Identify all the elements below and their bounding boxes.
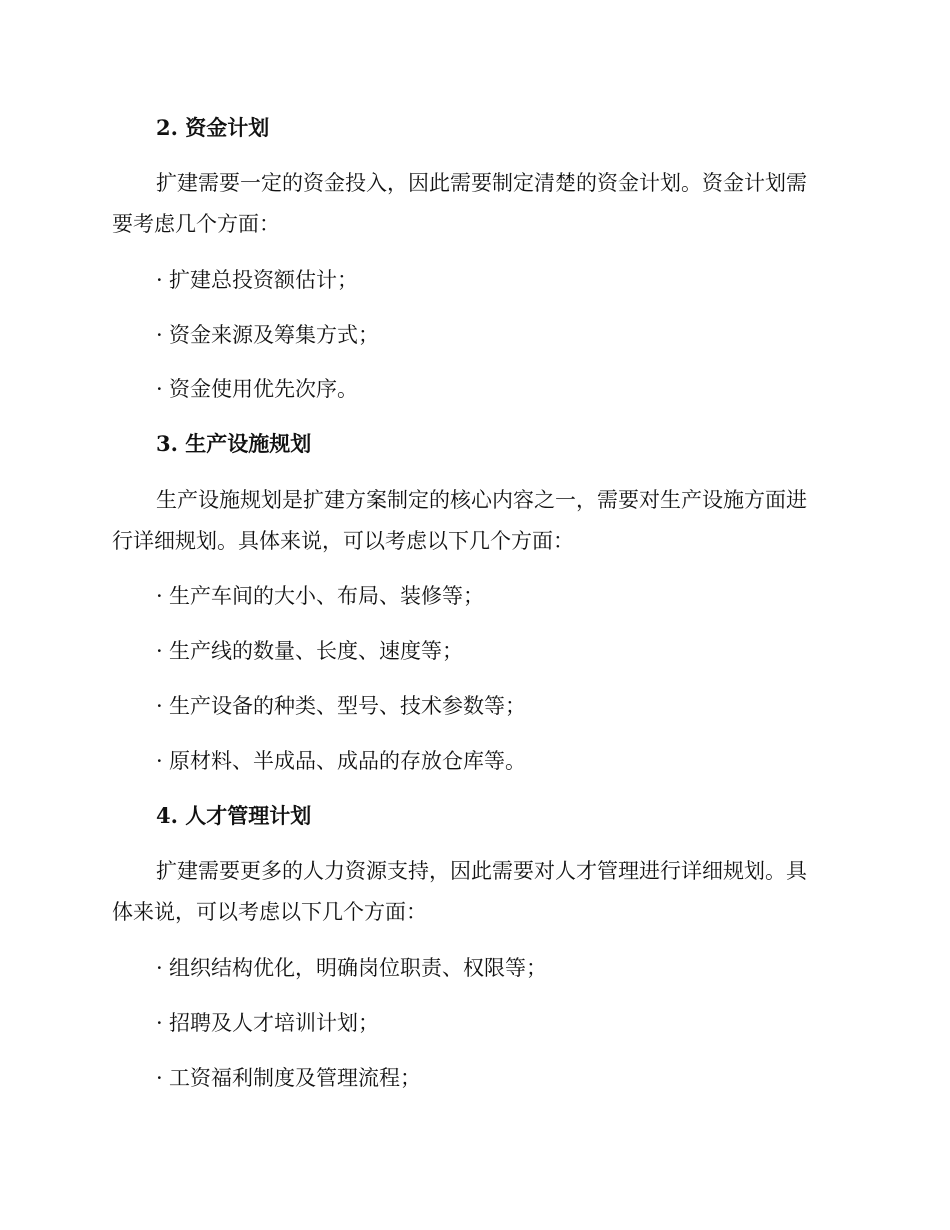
list-item: · 原材料、半成品、成品的存放仓库等。 xyxy=(0,746,950,776)
paragraph-facilities-line2: 行详细规划。具体来说，可以考虑以下几个方面： xyxy=(112,529,574,553)
paragraph-talent-line1: 扩建需要更多的人力资源支持，因此需要对人才管理进行详细规划。具 xyxy=(156,859,807,883)
paragraph-funding-line1: 扩建需要一定的资金投入，因此需要制定清楚的资金计划。资金计划需 xyxy=(156,171,807,195)
list-item: · 生产线的数量、长度、速度等； xyxy=(0,636,950,666)
list-item: · 工资福利制度及管理流程； xyxy=(0,1063,950,1093)
bullet-icon: · xyxy=(156,268,163,292)
list-item: · 扩建总投资额估计； xyxy=(0,265,950,295)
paragraph-facilities-line1: 生产设施规划是扩建方案制定的核心内容之一，需要对生产设施方面进 xyxy=(156,488,807,512)
list-item: · 生产车间的大小、布局、装修等； xyxy=(0,581,950,611)
paragraph-talent-line2: 体来说，可以考虑以下几个方面： xyxy=(112,900,427,924)
bullet-icon: · xyxy=(156,956,163,980)
list-item: · 资金来源及筹集方式； xyxy=(0,320,950,350)
list-item: · 组织结构优化，明确岗位职责、权限等； xyxy=(0,953,950,983)
bullet-icon: · xyxy=(156,584,163,608)
bullet-icon: · xyxy=(156,1011,163,1035)
section-heading-facilities: 3. 生产设施规划 xyxy=(156,431,312,456)
section-heading-talent: 4. 人才管理计划 xyxy=(156,803,312,828)
bullet-icon: · xyxy=(156,377,163,401)
bullet-icon: · xyxy=(156,639,163,663)
bullet-icon: · xyxy=(156,694,163,718)
bullet-icon: · xyxy=(156,749,163,773)
section-heading-funding: 2. 资金计划 xyxy=(156,115,270,140)
bullet-icon: · xyxy=(156,323,163,347)
list-item: · 生产设备的种类、型号、技术参数等； xyxy=(0,691,950,721)
bullet-icon: · xyxy=(156,1066,163,1090)
list-item: · 资金使用优先次序。 xyxy=(0,374,950,404)
paragraph-funding-line2: 要考虑几个方面： xyxy=(112,212,280,236)
list-item: · 招聘及人才培训计划； xyxy=(0,1008,950,1038)
